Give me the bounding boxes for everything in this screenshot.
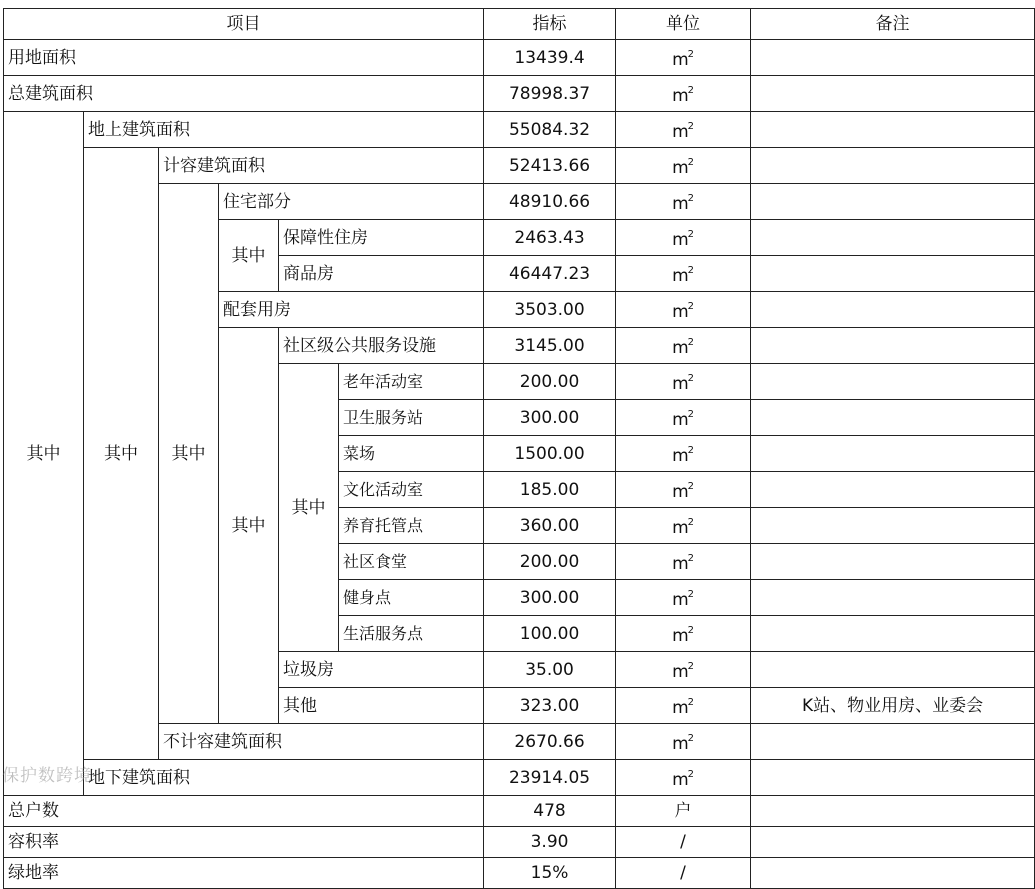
row-label: 老年活动室: [339, 364, 484, 400]
note-cell: [751, 580, 1035, 616]
row-value: 48910.66: [484, 184, 616, 220]
table-row: [4, 858, 1035, 889]
note-cell: [751, 796, 1035, 827]
note-cell: [751, 508, 1035, 544]
note-cell: K站、物业用房、业委会: [751, 688, 1035, 724]
row-label: 垃圾房: [279, 652, 484, 688]
row-label: 住宅部分: [219, 184, 484, 220]
row-value: 100.00: [484, 616, 616, 652]
table-row: [4, 827, 1035, 858]
note-cell: [751, 544, 1035, 580]
row-value: 478: [484, 796, 616, 827]
note-cell: [751, 328, 1035, 364]
unit-cell: [616, 292, 751, 328]
row-label: 绿地率: [4, 858, 484, 889]
unit-cell: [616, 184, 751, 220]
unit-text: m: [672, 626, 689, 646]
unit-cell: [616, 436, 751, 472]
unit-sup: 2: [687, 445, 694, 456]
row-label: 文化活动室: [339, 472, 484, 508]
row-label: 养育托管点: [339, 508, 484, 544]
header-indicator: 指标: [484, 9, 616, 40]
row-value: 13439.4: [484, 40, 616, 76]
indicator-table: [3, 8, 1035, 889]
unit-cell: [616, 328, 751, 364]
note-cell: [751, 112, 1035, 148]
group-label-level4: 其中: [219, 220, 279, 292]
unit-sup: 2: [687, 517, 694, 528]
table-row: [4, 148, 1035, 184]
table-row: [4, 796, 1035, 827]
row-label: 总建筑面积: [4, 76, 484, 112]
unit-text: m: [672, 482, 689, 502]
unit-cell: [616, 760, 751, 796]
unit-sup: 2: [687, 49, 694, 60]
table-row: [4, 724, 1035, 760]
row-label: 卫生服务站: [339, 400, 484, 436]
note-cell: [751, 400, 1035, 436]
unit-sup: 2: [687, 337, 694, 348]
unit-text: m: [672, 410, 689, 430]
row-label: 配套用房: [219, 292, 484, 328]
unit-text: m: [672, 590, 689, 610]
row-value: 323.00: [484, 688, 616, 724]
unit-sup: 2: [687, 193, 694, 204]
group-label-level3: 其中: [159, 184, 219, 724]
row-label: 计容建筑面积: [159, 148, 484, 184]
unit-text: m: [672, 518, 689, 538]
unit-sup: 2: [687, 733, 694, 744]
row-value: 23914.05: [484, 760, 616, 796]
note-cell: [751, 256, 1035, 292]
unit-text: m: [672, 122, 689, 142]
note-cell: [751, 148, 1035, 184]
row-value: 300.00: [484, 580, 616, 616]
row-value: 15%: [484, 858, 616, 889]
unit-cell: [616, 364, 751, 400]
row-label: 不计容建筑面积: [159, 724, 484, 760]
unit-cell: [616, 472, 751, 508]
row-label: 用地面积: [4, 40, 484, 76]
unit-text: m: [672, 86, 689, 106]
row-label: 生活服务点: [339, 616, 484, 652]
unit-cell: [616, 40, 751, 76]
unit-sup: 2: [687, 409, 694, 420]
unit-sup: 2: [687, 229, 694, 240]
row-value: 200.00: [484, 364, 616, 400]
header-note: 备注: [751, 9, 1035, 40]
unit-text: m: [672, 338, 689, 358]
row-value: 35.00: [484, 652, 616, 688]
unit-cell: [616, 256, 751, 292]
unit-sup: 2: [687, 769, 694, 780]
unit-cell: [616, 652, 751, 688]
unit-sup: 2: [687, 589, 694, 600]
unit-sup: 2: [687, 373, 694, 384]
note-cell: [751, 858, 1035, 889]
row-label: 其他: [279, 688, 484, 724]
unit-text: m: [672, 194, 689, 214]
unit-text: m: [672, 770, 689, 790]
row-label: 总户数: [4, 796, 484, 827]
unit-cell: [616, 508, 751, 544]
row-value: 1500.00: [484, 436, 616, 472]
table-row: [4, 184, 1035, 220]
note-cell: [751, 827, 1035, 858]
unit-cell: /: [616, 858, 751, 889]
row-label: 地下建筑面积: [84, 760, 484, 796]
row-label: 社区级公共服务设施: [279, 328, 484, 364]
note-cell: [751, 616, 1035, 652]
row-label: 容积率: [4, 827, 484, 858]
table-row: [4, 76, 1035, 112]
unit-sup: 2: [687, 121, 694, 132]
group-label-level1: 其中: [4, 112, 84, 796]
note-cell: [751, 472, 1035, 508]
row-value: 78998.37: [484, 76, 616, 112]
header-item: 项目: [4, 9, 484, 40]
unit-cell: [616, 76, 751, 112]
row-value: 185.00: [484, 472, 616, 508]
unit-text: m: [672, 158, 689, 178]
note-cell: [751, 184, 1035, 220]
table-row: [4, 40, 1035, 76]
unit-text: m: [672, 446, 689, 466]
note-cell: [751, 40, 1035, 76]
note-cell: [751, 436, 1035, 472]
unit-cell: [616, 220, 751, 256]
unit-cell: [616, 544, 751, 580]
row-label: 菜场: [339, 436, 484, 472]
note-cell: [751, 760, 1035, 796]
unit-text: m: [672, 698, 689, 718]
note-cell: [751, 76, 1035, 112]
unit-cell: [616, 724, 751, 760]
header-row: [4, 9, 1035, 40]
row-value: 2670.66: [484, 724, 616, 760]
unit-sup: 2: [687, 481, 694, 492]
watermark: 保护数跨境: [2, 766, 92, 786]
row-value: 52413.66: [484, 148, 616, 184]
unit-cell: [616, 580, 751, 616]
row-value: 2463.43: [484, 220, 616, 256]
unit-sup: 2: [687, 301, 694, 312]
note-cell: [751, 364, 1035, 400]
row-value: 200.00: [484, 544, 616, 580]
unit-cell: [616, 616, 751, 652]
row-label: 地上建筑面积: [84, 112, 484, 148]
unit-cell: /: [616, 827, 751, 858]
row-label: 社区食堂: [339, 544, 484, 580]
note-cell: [751, 652, 1035, 688]
unit-text: m: [672, 50, 689, 70]
row-value: 55084.32: [484, 112, 616, 148]
unit-text: m: [672, 554, 689, 574]
unit-sup: 2: [687, 625, 694, 636]
table-row: [4, 760, 1035, 796]
group-label-level4: 其中: [219, 328, 279, 724]
unit-text: m: [672, 266, 689, 286]
unit-cell: [616, 688, 751, 724]
unit-sup: 2: [687, 661, 694, 672]
unit-text: m: [672, 662, 689, 682]
group-label-level5: 其中: [279, 364, 339, 652]
unit-sup: 2: [687, 265, 694, 276]
unit-text: m: [672, 230, 689, 250]
row-value: 360.00: [484, 508, 616, 544]
group-label-level2: 其中: [84, 148, 159, 760]
unit-text: m: [672, 734, 689, 754]
row-value: 46447.23: [484, 256, 616, 292]
unit-sup: 2: [687, 553, 694, 564]
row-value: 3503.00: [484, 292, 616, 328]
unit-text: m: [672, 302, 689, 322]
unit-cell: [616, 148, 751, 184]
unit-sup: 2: [687, 157, 694, 168]
row-value: 3.90: [484, 827, 616, 858]
row-label: 商品房: [279, 256, 484, 292]
row-label: 保障性住房: [279, 220, 484, 256]
unit-cell: 户: [616, 796, 751, 827]
unit-sup: 2: [687, 85, 694, 96]
unit-text: m: [672, 374, 689, 394]
note-cell: [751, 724, 1035, 760]
unit-sup: 2: [687, 697, 694, 708]
note-cell: [751, 220, 1035, 256]
row-label: 健身点: [339, 580, 484, 616]
unit-cell: [616, 400, 751, 436]
note-cell: [751, 292, 1035, 328]
row-value: 3145.00: [484, 328, 616, 364]
unit-cell: [616, 112, 751, 148]
header-unit: 单位: [616, 9, 751, 40]
row-value: 300.00: [484, 400, 616, 436]
table-row: [4, 112, 1035, 148]
